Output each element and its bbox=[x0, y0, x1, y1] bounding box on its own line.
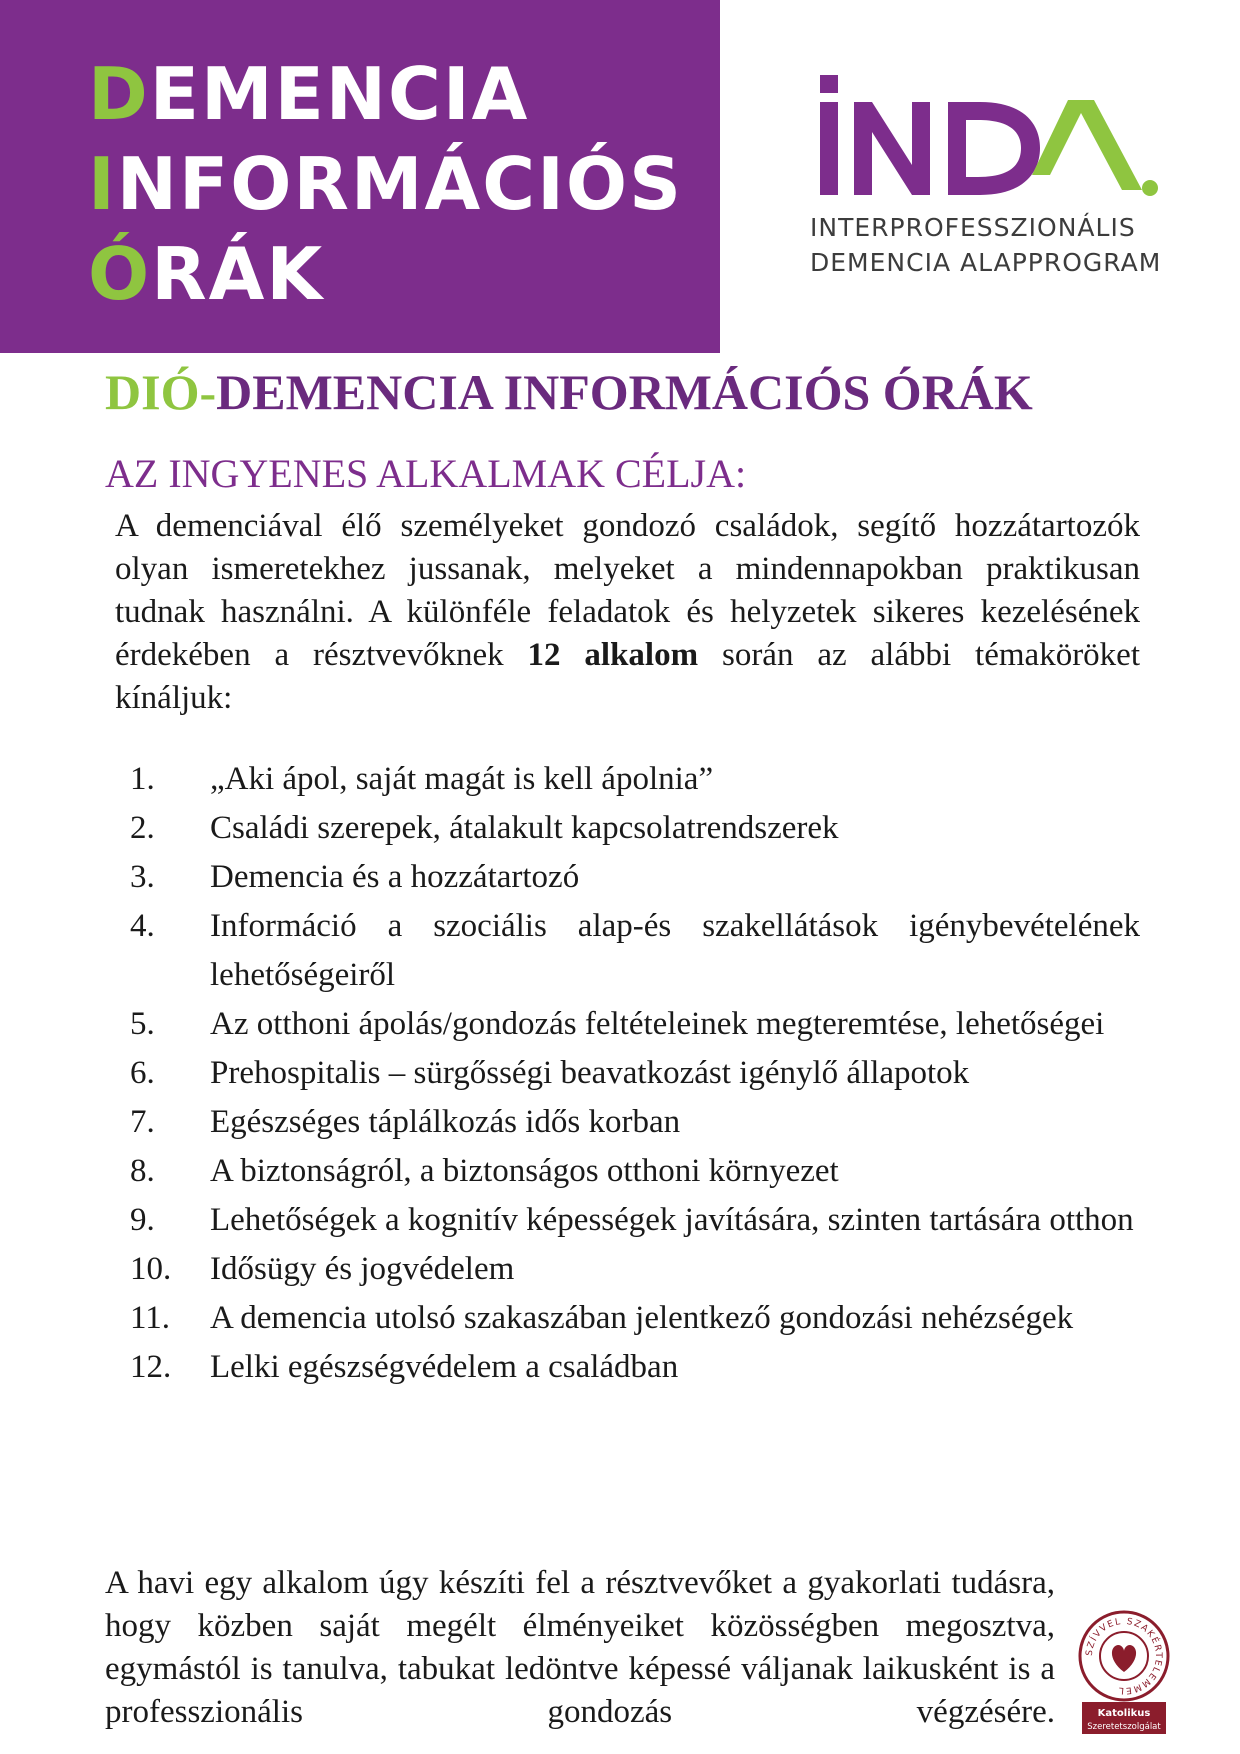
svg-text:Katolikus: Katolikus bbox=[1097, 1708, 1151, 1719]
page-title: DIÓ-DEMENCIA INFORMÁCIÓS ÓRÁK bbox=[105, 364, 1033, 420]
list-item: 3. Demencia és a hozzátartozó bbox=[130, 859, 580, 895]
list-item: 1. „Aki ápol, saját magát is kell ápolnia” bbox=[130, 761, 714, 797]
list-item: 11. A demencia utolsó szakaszában jelentkező gondozási nehézségek bbox=[130, 1300, 1074, 1336]
closing-paragraph: A havi egy alkalom úgy készíti fel a résztvevőket a gyakorlati tudásra, hogy közben saját megélt élményeiket közösségben megosztva, egymástól is tanulva, tabukat ledöntve képessé váljanak laikusként is a professzionális gondozás végzésére. bbox=[105, 1565, 1055, 1730]
list-item: 4. Információ a szociális alap-és szakellátások igénybevételének lehetőségeiről bbox=[130, 908, 1140, 993]
logo-line-1: INTERPROFESSZIONÁLIS bbox=[810, 213, 1136, 242]
list-item: 8. A biztonságról, a biztonságos otthoni környezet bbox=[130, 1153, 839, 1189]
list-item: 9. Lehetőségek a kognitív képességek javítására, szinten tartására otthon bbox=[130, 1202, 1134, 1238]
header-banner bbox=[0, 0, 720, 353]
list-item: 6. Prehospitalis – sürgősségi beavatkozást igénylő állapotok bbox=[130, 1055, 970, 1091]
list-item: 10. Idősügy és jogvédelem bbox=[130, 1251, 515, 1287]
katolikus-seal bbox=[1078, 1610, 1170, 1735]
list-item: 7. Egészséges táplálkozás idős korban bbox=[130, 1104, 681, 1140]
svg-text:Szeretetszolgálat: Szeretetszolgálat bbox=[1087, 1722, 1161, 1732]
inda-logo-icon bbox=[810, 70, 1170, 210]
intro-paragraph: A demenciával élő személyeket gondozó családok, segítő hozzátartozók olyan ismeretekhez jussanak, melyeket a mindennapokban praktikusan tudnak használni. A különféle feladatok és helyzetek sikeres kezelésének érdekében a résztvevőknek 12 alkalom során az alábbi témaköröket kínáljuk: bbox=[115, 508, 1140, 716]
list-item: 12. Lelki egészségvédelem a családban bbox=[130, 1349, 679, 1385]
logo-line-2: DEMENCIA ALAPPROGRAM bbox=[810, 248, 1162, 277]
section-heading: AZ INGYENES ALKALMAK CÉLJA: bbox=[105, 451, 747, 496]
list-item: 5. Az otthoni ápolás/gondozás feltételeinek megteremtése, lehetőségei bbox=[130, 1006, 1105, 1042]
svg-text:SZÍVVEL SZAKÉRTELEMMEL: SZÍVVEL SZAKÉRTELEMMEL bbox=[1084, 1616, 1164, 1696]
list-item: 2. Családi szerepek, átalakult kapcsolatrendszerek bbox=[130, 810, 839, 846]
banner-line-1: DEMENCIA bbox=[88, 52, 530, 136]
banner-line-3: ÓRÁK bbox=[88, 232, 325, 316]
banner-line-2: INFORMÁCIÓS bbox=[88, 142, 683, 226]
inda-logo bbox=[810, 70, 1170, 285]
topic-list bbox=[130, 755, 1140, 1392]
seal-icon bbox=[1078, 1610, 1170, 1735]
